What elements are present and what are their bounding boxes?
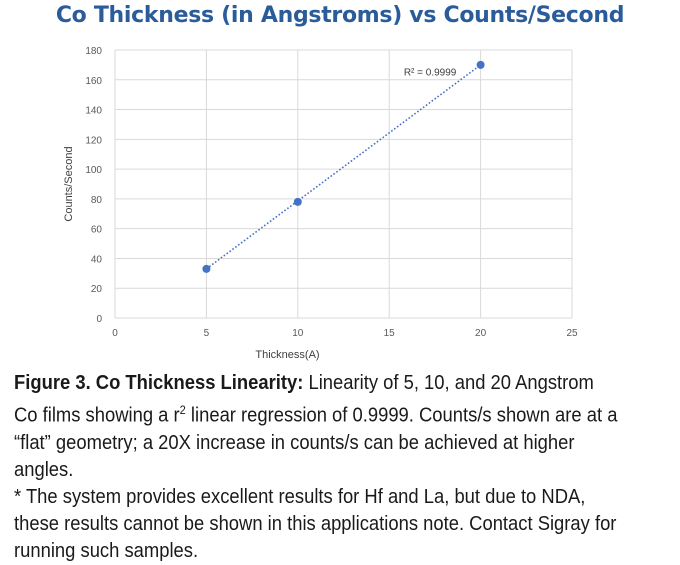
x-tick-label: 5 <box>203 328 210 339</box>
grid-lines <box>115 50 572 318</box>
y-tick-label: 160 <box>85 75 102 87</box>
y-tick-label: 100 <box>85 165 102 177</box>
y-tick-label: 120 <box>85 135 102 147</box>
chart-title: Co Thickness (in Angstroms) vs Counts/Second <box>55 3 625 28</box>
y-tick-label: 140 <box>85 105 102 117</box>
y-tick-label: 80 <box>90 194 102 206</box>
x-tick-label: 15 <box>383 328 395 339</box>
caption-text: Linearity of 5, 10, and 20 Angstrom Co films showing a r <box>14 372 594 427</box>
x-tick-label: 0 <box>112 328 118 339</box>
caption-note: * The system provides excellent results for Hf and La, but due to NDA, these results cannot be shown in this applications note. Contact Sigray for running such samples. <box>14 485 617 562</box>
x-tick-label: 20 <box>475 328 487 339</box>
trendline <box>206 65 480 269</box>
y-tick-label: 20 <box>90 284 102 296</box>
y-tick-labels <box>85 46 102 325</box>
figure-caption <box>14 370 621 565</box>
caption-superscript: 2 <box>179 403 186 417</box>
x-axis-label: Thickness(A) <box>255 349 320 361</box>
x-tick-labels <box>112 328 578 339</box>
y-axis-label: Counts/Second <box>63 146 75 222</box>
caption-text-end: linear regression of 0.9999. Counts/s shown are at a “flat” geometry; a 20X increase in counts/s can be achieved at higher angles. <box>14 404 618 481</box>
caption-main <box>14 370 621 484</box>
r-squared-annotation: R² = 0.9999 <box>403 67 457 79</box>
data-point <box>294 198 302 206</box>
x-tick-label: 25 <box>566 328 578 339</box>
x-tick-label: 10 <box>292 328 304 339</box>
caption-bold: Figure 3. Co Thickness Linearity: <box>14 372 304 394</box>
y-tick-label: 0 <box>96 314 102 325</box>
data-point <box>477 61 485 69</box>
y-tick-label: 60 <box>90 224 102 236</box>
y-tick-label: 40 <box>90 254 102 266</box>
y-tick-label: 180 <box>85 46 102 57</box>
data-point <box>202 265 210 273</box>
scatter-chart <box>0 36 680 366</box>
